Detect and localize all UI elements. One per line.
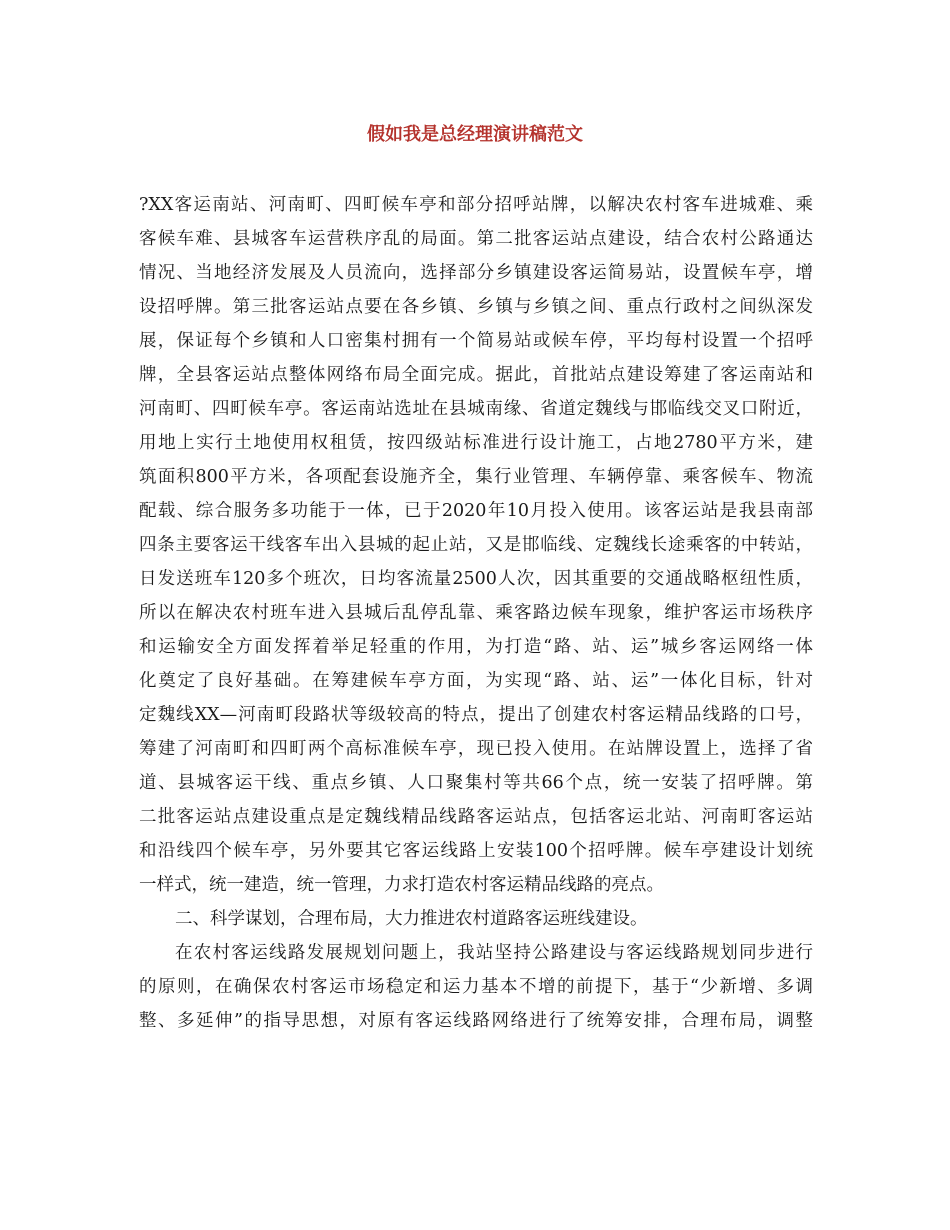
text-line: 的原则，在确保农村客运市场稳定和运力基本不增的前提下，基于“少新增、多调 — [139, 977, 813, 997]
text-line: 整、多延伸”的指导思想，对原有客运线路网络进行了统筹安排，合理布局，调整 — [139, 1011, 813, 1031]
text-line: 河南町、四町候车亭。客运南站选址在县城南缘、省道定魏线与邯临线交叉口附近， — [139, 399, 813, 419]
text-line: 日发送班车120多个班次，日均客流量2500人次，因其重要的交通战略枢纽性质， — [139, 569, 813, 589]
text-line: 客候车难、县城客车运营秩序乱的局面。第二批客运站点建设，结合农村公路通达 — [139, 229, 813, 249]
paragraph-start-line: 在农村客运线路发展规划问题上，我站坚持公路建设与客运线路规划同步进行 — [175, 943, 813, 963]
section-heading-line: 二、科学谋划，合理布局，大力推进农村道路客运班线建设。 — [175, 909, 648, 929]
text-line: 牌，全县客运站点整体网络布局全面完成。据此，首批站点建设筹建了客运南站和 — [139, 365, 813, 385]
text-line: 二批客运站点建设重点是定魏线精品线路客运站点，包括客运北站、河南町客运站 — [139, 807, 813, 827]
text-line: 和运输安全方面发挥着举足轻重的作用，为打造“路、站、运”城乡客运网络一体 — [139, 637, 813, 657]
text-line: ?XX客运南站、河南町、四町候车亭和部分招呼站牌，以解决农村客车进城难、乘 — [139, 195, 813, 215]
text-line: 配载、综合服务多功能于一体，已于2020年10月投入使用。该客运站是我县南部 — [139, 501, 813, 521]
document-body — [139, 188, 813, 1038]
text-line: 设招呼牌。第三批客运站点要在各乡镇、乡镇与乡镇之间、重点行政村之间纵深发 — [139, 297, 813, 317]
paragraph-end-line: 一样式，统一建造，统一管理，力求打造农村客运精品线路的亮点。 — [139, 875, 664, 895]
text-line: 所以在解决农村班车进入县城后乱停乱靠、乘客路边候车现象，维护客运市场秩序 — [139, 603, 813, 623]
text-line: 展，保证每个乡镇和人口密集村拥有一个简易站或候车停，平均每村设置一个招呼 — [139, 331, 813, 351]
text-line: 筑面积800平方米，各项配套设施齐全，集行业管理、车辆停靠、乘客候车、物流 — [139, 467, 813, 487]
text-line: 筹建了河南町和四町两个高标准候车亭，现已投入使用。在站牌设置上，选择了省 — [139, 739, 813, 759]
document-title: 假如我是总经理演讲稿范文 — [367, 124, 583, 145]
text-line: 定魏线XX—河南町段路状等级较高的特点，提出了创建农村客运精品线路的口号， — [139, 705, 813, 725]
text-line: 四条主要客运干线客车出入县城的起止站，又是邯临线、定魏线长途乘客的中转站， — [139, 535, 813, 555]
text-line: 道、县城客运干线、重点乡镇、人口聚集村等共66个点，统一安装了招呼牌。第 — [139, 773, 813, 793]
text-line: 情况、当地经济发展及人员流向，选择部分乡镇建设客运简易站，设置候车亭，增 — [139, 263, 813, 283]
text-line: 和沿线四个候车亭，另外要其它客运线路上安装100个招呼牌。候车亭建设计划统 — [139, 841, 813, 861]
text-line: 化奠定了良好基础。在筹建候车亭方面，为实现“路、站、运”一体化目标，针对 — [139, 671, 813, 691]
text-line: 用地上实行土地使用权租赁，按四级站标准进行设计施工，占地2780平方米，建 — [139, 433, 813, 453]
